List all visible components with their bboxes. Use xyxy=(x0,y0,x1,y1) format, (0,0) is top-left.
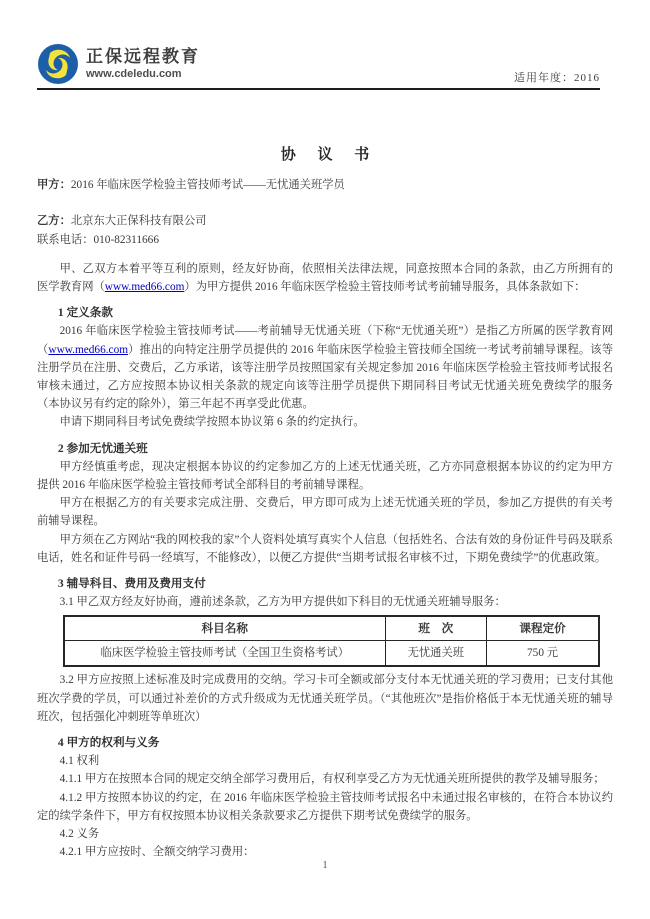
section-2-heading: 2 参加无忧通关班 xyxy=(57,441,148,455)
section-2-paragraph-3: 甲方须在乙方网站“我的网校我的家”个人资料处填写真实个人信息（包括姓名、合法有效的身份证件号码及联系电话，姓名和证件号码一经填写，不能修改），以便乙方提供“当期考试报名审核不过，下期免费续学”的优惠政策。 xyxy=(37,533,613,564)
applicable-year-label: 适用年度：2016 xyxy=(514,72,600,84)
section-1-paragraph-2: 申请下期同科目考试免费续学按照本协议第 6 条的约定执行。 xyxy=(59,416,365,429)
party-b-line xyxy=(37,212,613,230)
fee-table-header-price: 课程定价 xyxy=(487,616,599,641)
party-b-text: 北京东大正保科技有限公司 xyxy=(70,215,207,228)
section-2-paragraph-2: 甲方在根据乙方的有关要求完成注册、交费后，甲方即可成为上述无忧通关班的学员，参加乙方提供的有关考前辅导课程。 xyxy=(37,497,613,528)
fee-table-header-row xyxy=(64,616,599,641)
fee-table-cell-subject: 临床医学检验主管技师考试（全国卫生资格考试） xyxy=(64,641,385,667)
section-3-heading: 3 辅导科目、费用及费用支付 xyxy=(57,577,206,591)
brand-block xyxy=(86,48,200,80)
section-4-heading: 4 甲方的权利与义务 xyxy=(57,736,160,750)
page-number: 1 xyxy=(322,859,328,871)
fee-table xyxy=(63,615,600,667)
fee-table-header-class: 班 次 xyxy=(385,616,487,641)
section-4-paragraph-2: 4.1.1 甲方在按照本合同的规定交纳全部学习费用后，有权利享受乙方为无忧通关班所提供的教学及辅导服务； xyxy=(59,773,605,786)
phone-label: 联系电话： xyxy=(37,233,94,246)
section-4-paragraph-3: 4.1.2 甲方按照本协议的约定，在 2016 年临床医学检验主管技师考试报名中未通过报名审核的，在符合本协议约定的续学条件下，甲方有权按照本协议相关条款要求乙方提供下期考试免费续学的服务。 xyxy=(37,791,613,822)
document-header xyxy=(37,44,600,90)
section-4-paragraph-5: 4.2.1 甲方应按时、全额交纳学习费用： xyxy=(59,846,255,859)
phone-line xyxy=(37,231,613,249)
brand-name: 正保远程教育 xyxy=(86,47,200,67)
party-a-label: 甲方： xyxy=(37,179,71,192)
brand-url: www.cdeledu.com xyxy=(86,67,182,80)
document-body xyxy=(37,132,613,862)
med66-link[interactable]: www.med66.com xyxy=(104,281,185,294)
document-title: 协 议 书 xyxy=(280,147,379,163)
party-b-label: 乙方： xyxy=(37,215,71,228)
section-3-paragraph-1: 3.1 甲乙双方经友好协商，遵前述条款，乙方为甲方提供如下科目的无忧通关班辅导服务： xyxy=(59,596,506,609)
cdel-swirl-icon xyxy=(37,43,79,85)
fee-table-header-subject: 科目名称 xyxy=(64,616,385,641)
fee-table-cell-price: 750 元 xyxy=(487,641,599,667)
cdel-logo xyxy=(37,43,200,88)
section-1-paragraph-1 xyxy=(37,322,613,413)
party-a-text: 2016 年临床医学检验主管技师考试——无忧通关班学员 xyxy=(70,179,345,192)
fee-table-cell-class: 无忧通关班 xyxy=(385,641,487,667)
section-2-paragraph-1: 甲方经慎重考虑，现决定根据本协议的约定参加乙方的上述无忧通关班，乙方亦同意根据本协议的约定为甲方提供 2016 年临床医学检验主管技师考试全部科目的考前辅导课程。 xyxy=(37,460,613,492)
phone-number: 010-82311666 xyxy=(93,233,159,246)
preamble-text-2: ）为甲方提供 2016 年临床医学检验主管技师考试考前辅导服务，具体条款如下： xyxy=(184,281,586,294)
med66-link[interactable]: www.med66.com xyxy=(48,343,129,356)
preamble-text-1: 甲、乙双方本着平等互利的原则，经友好协商，依照相关法律法规，同意按照本合同的条款，由乙方所拥有的医学教育网（ xyxy=(37,262,613,294)
section-1-heading: 1 定义条款 xyxy=(57,306,113,320)
section-3-paragraph-2: 3.2 甲方应按照上述标准及时完成费用的交纳。学习卡可全额或部分支付本无忧通关班的学习费用；已支付其他班次学费的学员，可以通过补差价的方式升级成为无忧通关班学员。（“其他班次”是指价格低于本无忧通关班的辅导班次，包括强化冲刺班等单班次） xyxy=(37,674,613,723)
party-a-line xyxy=(37,176,613,194)
section-4-paragraph-1: 4.1 权利 xyxy=(59,755,100,768)
preamble-paragraph xyxy=(37,260,613,296)
section-1-text-2: ）推出的向特定注册学员提供的 2016 年临床医学检验主管技师全国统一考试考前辅导课程。该等注册学员在注册、交费后，乙方承诺，该等注册学员按照国家有关规定参加 2016 年临床医学检验主管技师考试报名审核未通过，乙方应按照本协议相关条款的规定向该等注册学员提供下期同科目考试无忧通关班免费续学的服务（本协议另有约定的除外），第三年起不再享受此优惠。 xyxy=(37,343,613,411)
fee-table-row xyxy=(64,641,599,667)
section-4-paragraph-4: 4.2 义务 xyxy=(59,828,100,841)
section-1-text-1: 2016 年临床医学检验主管技师考试——考前辅导无忧通关班（下称“无忧通关班”）是指乙方所属的医学教育网（ xyxy=(37,325,613,356)
